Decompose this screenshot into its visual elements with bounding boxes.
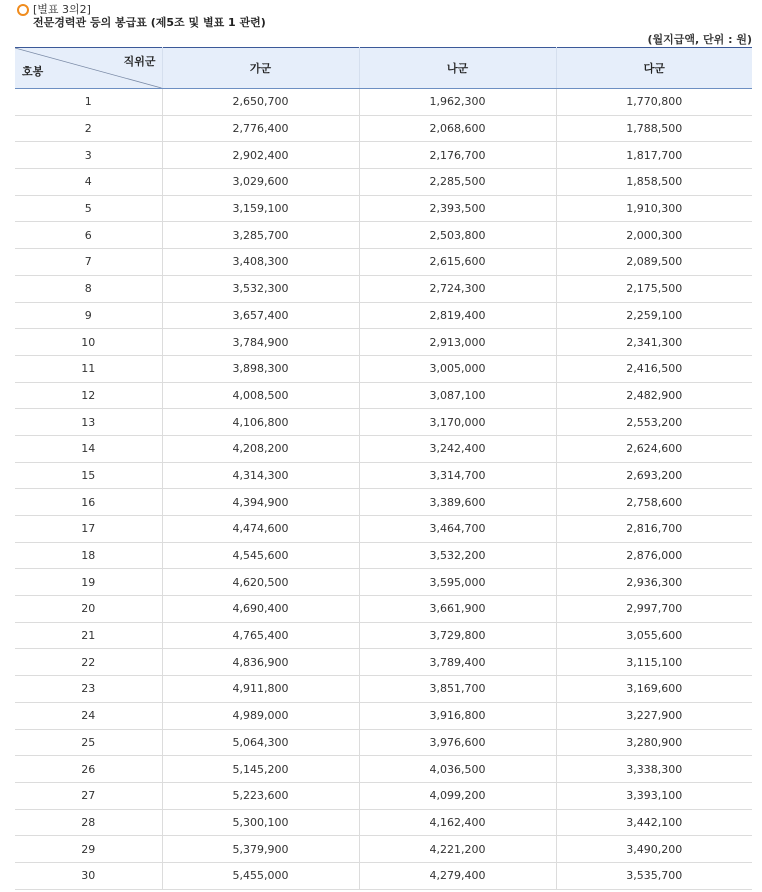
ga-cell: 4,836,900 [162,649,359,676]
ga-cell: 4,620,500 [162,569,359,596]
na-cell: 3,789,400 [359,649,556,676]
na-cell: 2,819,400 [359,302,556,329]
table-row [15,756,752,783]
step-cell: 29 [15,836,162,863]
ga-cell: 4,208,200 [162,435,359,462]
step-cell: 16 [15,489,162,516]
table-header-row [15,48,752,89]
na-cell: 3,916,800 [359,702,556,729]
step-cell: 1 [15,89,162,116]
ga-cell: 2,650,700 [162,89,359,116]
table-row [15,169,752,196]
ga-cell: 5,455,000 [162,862,359,889]
column-header-da: 다군 [556,48,752,89]
na-cell: 3,532,200 [359,542,556,569]
da-cell: 3,442,100 [556,809,752,836]
na-cell: 2,176,700 [359,142,556,169]
ga-cell: 4,314,300 [162,462,359,489]
table-row [15,142,752,169]
table-row [15,809,752,836]
ga-cell: 2,902,400 [162,142,359,169]
table-row [15,649,752,676]
da-cell: 2,482,900 [556,382,752,409]
table-row [15,195,752,222]
da-cell: 2,758,600 [556,489,752,516]
salary-table [15,47,752,890]
table-row [15,596,752,623]
table-row [15,516,752,543]
na-cell: 3,314,700 [359,462,556,489]
na-cell: 1,962,300 [359,89,556,116]
column-header-ga: 가군 [162,48,359,89]
table-row [15,676,752,703]
na-cell: 3,851,700 [359,676,556,703]
step-cell: 21 [15,622,162,649]
na-cell: 3,389,600 [359,489,556,516]
da-cell: 2,175,500 [556,275,752,302]
step-cell: 20 [15,596,162,623]
step-label: 호봉 [22,65,44,78]
da-cell: 1,858,500 [556,169,752,196]
step-cell: 30 [15,862,162,889]
na-cell: 2,393,500 [359,195,556,222]
table-row [15,409,752,436]
da-cell: 3,115,100 [556,649,752,676]
da-cell: 2,693,200 [556,462,752,489]
da-cell: 2,816,700 [556,516,752,543]
table-row [15,89,752,116]
ga-cell: 5,379,900 [162,836,359,863]
table-row [15,462,752,489]
ga-cell: 5,064,300 [162,729,359,756]
na-cell: 4,036,500 [359,756,556,783]
na-cell: 4,221,200 [359,836,556,863]
ga-cell: 4,106,800 [162,409,359,436]
da-cell: 3,338,300 [556,756,752,783]
table-row [15,622,752,649]
step-cell: 9 [15,302,162,329]
ga-cell: 4,394,900 [162,489,359,516]
table-caption [0,0,762,47]
da-cell: 3,535,700 [556,862,752,889]
step-cell: 5 [15,195,162,222]
da-cell: 2,997,700 [556,596,752,623]
table-row [15,249,752,276]
table-row [15,489,752,516]
step-cell: 12 [15,382,162,409]
corner-header-cell [15,48,162,89]
table-row [15,302,752,329]
step-cell: 14 [15,435,162,462]
step-cell: 23 [15,676,162,703]
step-cell: 15 [15,462,162,489]
step-cell: 18 [15,542,162,569]
na-cell: 4,099,200 [359,782,556,809]
ga-cell: 3,408,300 [162,249,359,276]
step-cell: 28 [15,809,162,836]
column-header-na: 나군 [359,48,556,89]
ga-cell: 3,657,400 [162,302,359,329]
step-cell: 4 [15,169,162,196]
step-cell: 27 [15,782,162,809]
ga-cell: 4,008,500 [162,382,359,409]
na-cell: 3,087,100 [359,382,556,409]
step-cell: 11 [15,355,162,382]
da-cell: 1,788,500 [556,115,752,142]
table-row [15,355,752,382]
step-cell: 13 [15,409,162,436]
step-cell: 7 [15,249,162,276]
da-cell: 2,341,300 [556,329,752,356]
step-cell: 6 [15,222,162,249]
step-cell: 25 [15,729,162,756]
da-cell: 1,910,300 [556,195,752,222]
na-cell: 3,595,000 [359,569,556,596]
na-cell: 4,279,400 [359,862,556,889]
ga-cell: 4,989,000 [162,702,359,729]
da-cell: 3,280,900 [556,729,752,756]
position-group-label: 직위군 [123,55,156,68]
da-cell: 2,416,500 [556,355,752,382]
na-cell: 3,005,000 [359,355,556,382]
step-cell: 17 [15,516,162,543]
na-cell: 3,464,700 [359,516,556,543]
table-row [15,729,752,756]
step-cell: 3 [15,142,162,169]
na-cell: 2,503,800 [359,222,556,249]
table-row [15,329,752,356]
da-cell: 3,055,600 [556,622,752,649]
ga-cell: 2,776,400 [162,115,359,142]
na-cell: 2,285,500 [359,169,556,196]
da-cell: 1,817,700 [556,142,752,169]
ga-cell: 4,474,600 [162,516,359,543]
circle-bullet-icon [17,4,29,16]
table-row [15,569,752,596]
appendix-reference: [별표 3의2] [33,3,91,16]
ga-cell: 4,911,800 [162,676,359,703]
table-row [15,382,752,409]
da-cell: 2,876,000 [556,542,752,569]
step-cell: 8 [15,275,162,302]
na-cell: 3,729,800 [359,622,556,649]
na-cell: 3,976,600 [359,729,556,756]
table-row [15,782,752,809]
da-cell: 2,089,500 [556,249,752,276]
table-row [15,836,752,863]
ga-cell: 3,532,300 [162,275,359,302]
da-cell: 2,000,300 [556,222,752,249]
da-cell: 3,393,100 [556,782,752,809]
table-row [15,862,752,889]
ga-cell: 4,765,400 [162,622,359,649]
na-cell: 2,615,600 [359,249,556,276]
step-cell: 24 [15,702,162,729]
table-row [15,275,752,302]
na-cell: 4,162,400 [359,809,556,836]
da-cell: 2,553,200 [556,409,752,436]
ga-cell: 3,898,300 [162,355,359,382]
da-cell: 1,770,800 [556,89,752,116]
da-cell: 2,624,600 [556,435,752,462]
ga-cell: 5,145,200 [162,756,359,783]
table-row [15,222,752,249]
da-cell: 3,169,600 [556,676,752,703]
step-cell: 22 [15,649,162,676]
ga-cell: 5,300,100 [162,809,359,836]
da-cell: 3,227,900 [556,702,752,729]
step-cell: 26 [15,756,162,783]
step-cell: 2 [15,115,162,142]
step-cell: 10 [15,329,162,356]
na-cell: 3,661,900 [359,596,556,623]
ga-cell: 4,690,400 [162,596,359,623]
ga-cell: 3,285,700 [162,222,359,249]
step-cell: 19 [15,569,162,596]
na-cell: 2,913,000 [359,329,556,356]
da-cell: 3,490,200 [556,836,752,863]
table-title: 전문경력관 등의 봉급표 (제5조 및 별표 1 관련) [33,16,266,29]
na-cell: 2,724,300 [359,275,556,302]
da-cell: 2,259,100 [556,302,752,329]
table-row [15,542,752,569]
table-row [15,435,752,462]
table-row [15,115,752,142]
ga-cell: 3,784,900 [162,329,359,356]
na-cell: 3,170,000 [359,409,556,436]
table-row [15,702,752,729]
na-cell: 2,068,600 [359,115,556,142]
ga-cell: 3,029,600 [162,169,359,196]
da-cell: 2,936,300 [556,569,752,596]
na-cell: 3,242,400 [359,435,556,462]
unit-note: (월지급액, 단위 : 원) [647,33,752,46]
ga-cell: 4,545,600 [162,542,359,569]
ga-cell: 5,223,600 [162,782,359,809]
ga-cell: 3,159,100 [162,195,359,222]
